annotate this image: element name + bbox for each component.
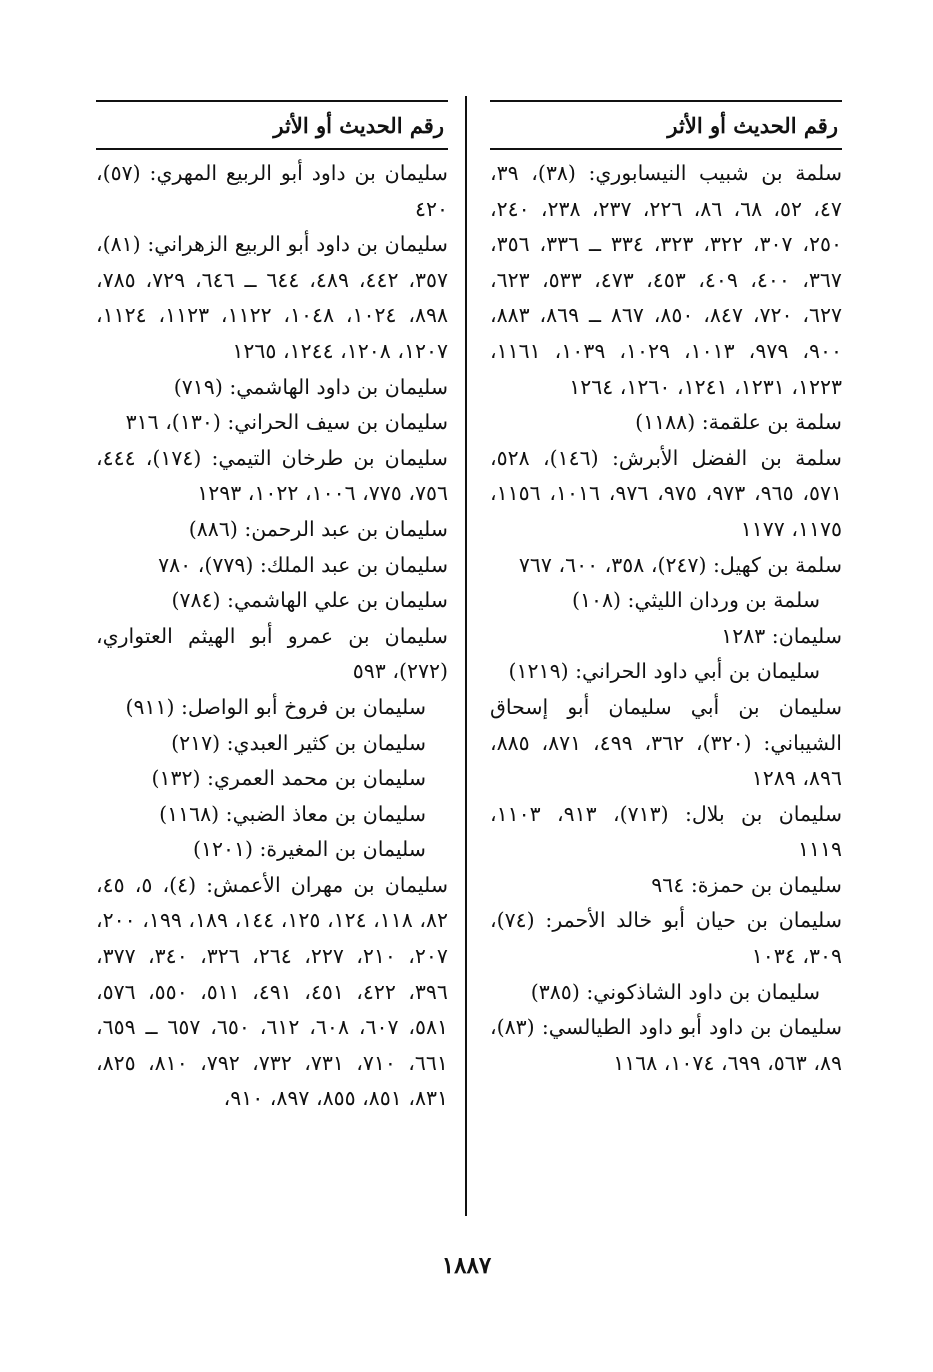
index-entry: سليمان: ١٢٨٣ [721, 623, 842, 648]
index-entry: سليمان بن فروخ أبو الواصل: (٩١١) [125, 694, 426, 719]
index-entry: سلمة بن كهيل: (٢٤٧)، ٣٥٨، ٦٠٠، ٧٦٧ [518, 552, 842, 577]
index-entry: سليمان بن داود أبو الربيع الزهراني: (٨١)، ٣٥٧، ٤٤٢، ٤٨٩، ٦٤٤ ــ ٦٤٦، ٧٢٩، ٧٨٥، ٨٩٨، ١٠٢٤، ١٠٤٨، ١١٢٢، ١١٢٣، ١١٢٤، ١٢٠٧، ١٢٠٨، ١٢٤٤، ١٢٦٥ [96, 232, 449, 363]
index-entry: سليمان بن المغيرة: (١٢٠١) [192, 837, 426, 862]
index-entry: سليمان بن داود أبو داود الطيالسي: (٨٣)، ٨٩، ٥٦٣، ٦٩٩، ١٠٧٤، ١١٦٨ [490, 1015, 842, 1075]
index-entry: سليمان بن مهران الأعمش: (٤)، ٥، ٤٥، ٨٢، ١١٨، ١٢٤، ١٢٥، ١٤٤، ١٨٩، ١٩٩، ٢٠٠، ٢٠٧، ٢١٠، ٢٢٧، ٢٦٤، ٣٢٦، ٣٤٠، ٣٧٧، ٣٩٦، ٤٢٢، ٤٥١، ٤٩١، ٥١١، ٥٥٠، ٥٧٦، ٥٨١، ٦٠٧، ٦٠٨، ٦١٢، ٦٥٠، ٦٥٧ ــ ٦٥٩، ٦٦١، ٧١٠، ٧٣١، ٧٣٢، ٧٩٢، ٨١٠، ٨٢٥، ٨٣١، ٨٥١، ٨٥٥، ٨٩٧، ٩١٠، [96, 872, 449, 1111]
index-entry: سليمان بن معاذ الضبي: (١١٦٨) [159, 801, 426, 826]
index-entry: سليمان بن حمزة: ٩٦٤ [651, 872, 842, 897]
page-number: ١٨٨٧ [441, 1252, 492, 1279]
column-divider [465, 96, 467, 1216]
index-entries-right [490, 156, 842, 1081]
index-entry: سليمان بن عبد الملك: (٧٧٩)، ٧٨٠ [158, 552, 448, 577]
index-entry: سليمان بن داود أبو الربيع المهري: (٥٧)، ٤٢٠ [96, 161, 448, 221]
index-entry: سلمة بن شبيب النيسابوري: (٣٨)، ٣٩، ٤٧، ٥٢، ٦٨، ٨٦، ٢٢٦، ٢٣٧، ٢٣٨، ٢٤٠، ٢٥٠، ٣٠٧، ٣٢٢، ٣٢٣، ٣٣٤ ــ ٣٣٦، ٣٥٦، ٣٦٧، ٤٠٠، ٤٠٩، ٤٥٣، ٤٧٣، ٥٣٣، ٦٢٣، ٦٢٧، ٧٢٠، ٨٤٧، ٨٥٠، ٨٦٧ ــ ٨٦٩، ٨٨٣، ٩٠٠، ٩٧٩، ١٠١٣، ١٠٢٩، ١٠٣٩، ١١٦١، ١٢٢٣، ١٢٣١، ١٢٤١، ١٢٦٠، ١٢٦٤ [490, 161, 843, 399]
index-entry: سليمان بن داود الهاشمي: (٧١٩) [173, 374, 448, 399]
column-header-right [490, 100, 842, 150]
index-entry: سليمان بن كثير العبدي: (٢١٧) [171, 730, 426, 755]
index-entry: سليمان بن سيف الحراني: (١٣٠)، ٣١٦ [125, 410, 448, 435]
index-entry: سلمة بن وردان الليثي: (١٠٨) [572, 588, 820, 613]
index-entry: سليمان بن محمد العمري: (١٣٢) [151, 766, 426, 791]
column-header-left [96, 100, 448, 150]
index-entry: سليمان بن طرخان التيمي: (١٧٤)، ٤٤٤، ٧٥٦، ٧٧٥، ١٠٠٦، ١٠٢٢، ١٢٩٣ [96, 445, 448, 506]
index-entry: سليمان بن حيان أبو خالد الأحمر: (٧٤)، ٣٠٩، ١٠٣٤ [490, 908, 842, 969]
column-header-text: رقم الحديث أو الأثر [667, 112, 838, 138]
index-entry: سلمة بن الفضل الأبرش: (١٤٦)، ٥٢٨، ٥٧١، ٩٦٥، ٩٧٣، ٩٧٥، ٩٧٦، ١٠١٦، ١١٥٦، ١١٧٥، ١١٧٧ [490, 445, 843, 541]
right-column [490, 100, 842, 1081]
index-entry: سليمان بن بلال: (٧١٣)، ٩١٣، ١١٠٣، ١١١٩ [490, 801, 842, 862]
index-entry: سليمان بن عبد الرحمن: (٨٨٦) [188, 516, 448, 541]
left-column [96, 100, 448, 1117]
column-header-text: رقم الحديث أو الأثر [273, 112, 444, 138]
index-entries-left [96, 156, 448, 1117]
index-entry: سليمان بن أبي داود الحراني: (١٢١٩) [508, 659, 820, 684]
index-entry: سليمان بن علي الهاشمي: (٧٨٤) [171, 588, 448, 613]
index-entry: سليمان بن داود الشاذكوني: (٣٨٥) [530, 979, 820, 1004]
index-entry: سليمان بن أبي سليمان أبو إسحاق الشيباني: (٣٢٠)، ٣٦٢، ٤٩٩، ٨٧١، ٨٨٥، ٨٩٦، ١٢٨٩ [490, 694, 842, 791]
index-entry: سلمة بن علقمة: (١١٨٨) [635, 410, 842, 435]
index-entry: سليمان بن عمرو أبو الهيثم العتواري، (٢٧٢)، ٥٩٣ [96, 623, 448, 684]
